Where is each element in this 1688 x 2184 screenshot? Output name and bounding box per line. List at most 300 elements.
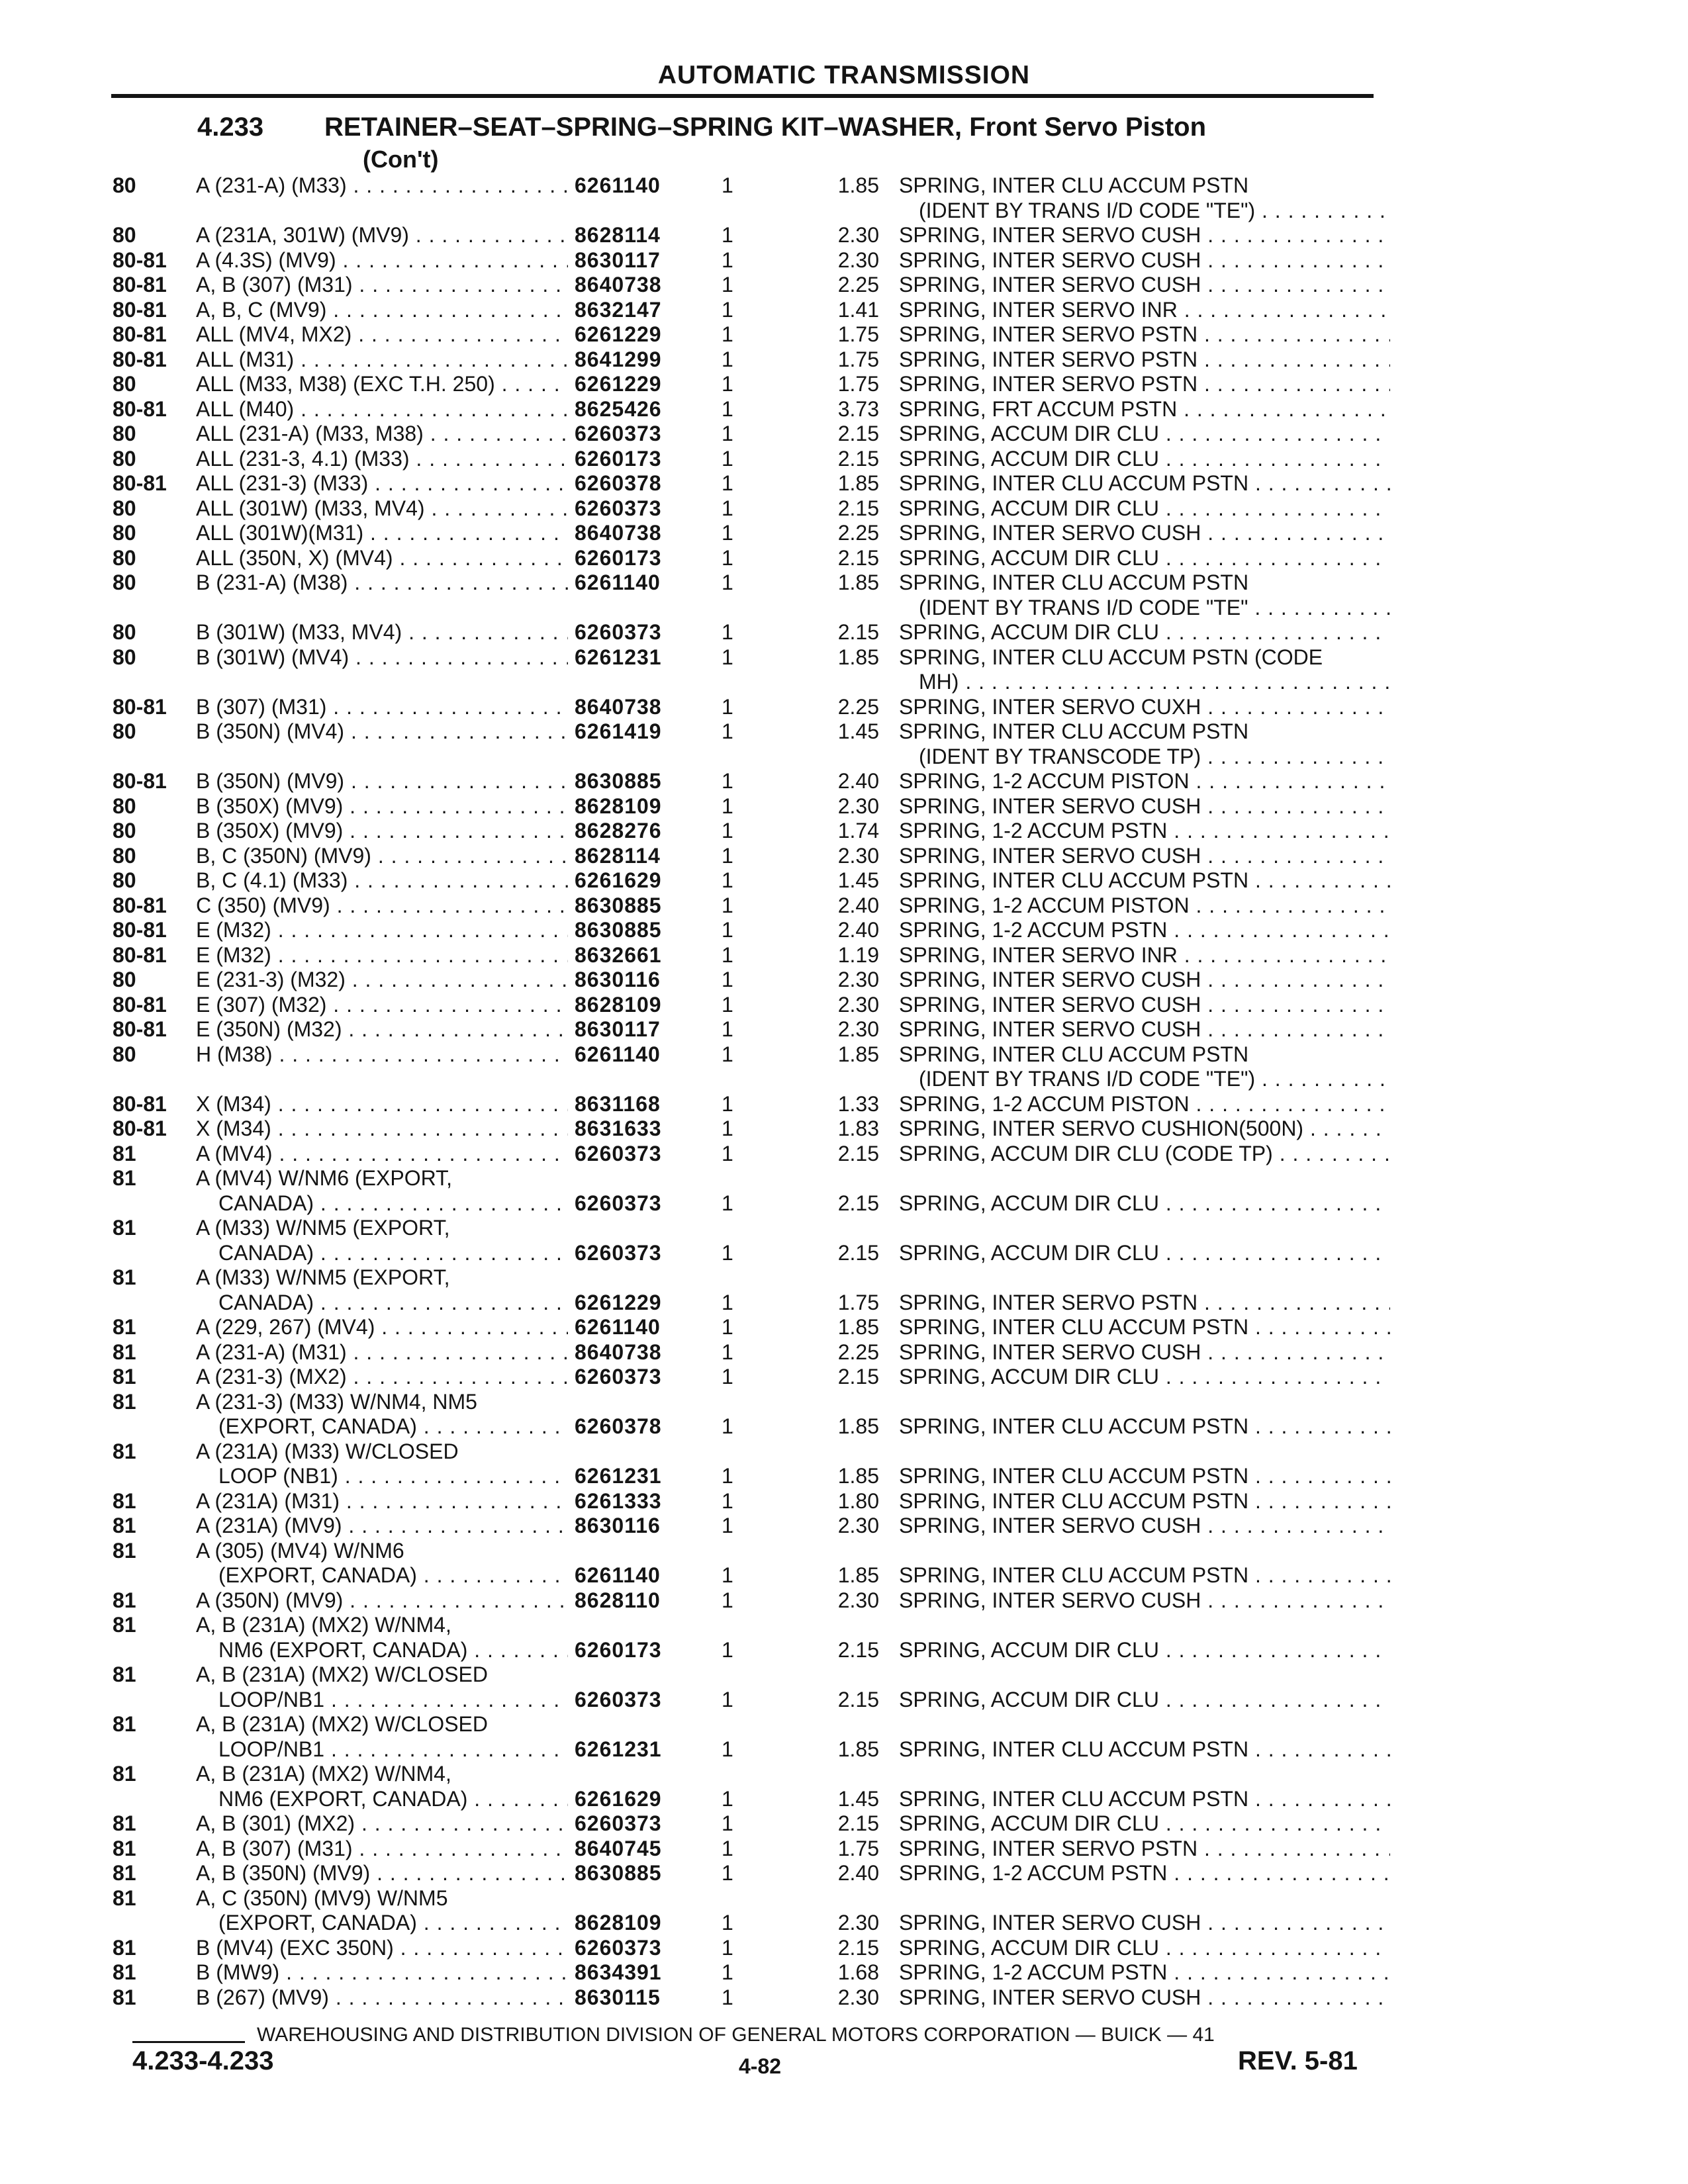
part-description bbox=[899, 1737, 1390, 1762]
model-line: ALL (231-3) (M33) . . . bbox=[196, 471, 568, 496]
model-year: 80-81 bbox=[113, 1091, 167, 1116]
description-line: SPRING, INTER SERVO CUSH . . . bbox=[899, 1985, 1390, 2011]
part-description bbox=[899, 546, 1390, 571]
price: 2.15 bbox=[837, 422, 879, 445]
quantity: 1 bbox=[722, 1464, 733, 1488]
part-number: 6260373 bbox=[575, 620, 662, 644]
model-line: E (M32) . . . bbox=[196, 918, 568, 943]
table-row bbox=[113, 1216, 1390, 1265]
table-row bbox=[113, 1489, 1390, 1514]
description-line: SPRING, INTER SERVO CUSH . . . bbox=[899, 968, 1390, 993]
description-line: SPRING, ACCUM DIR CLU . . . bbox=[899, 496, 1390, 522]
table-row bbox=[113, 1712, 1390, 1762]
model-application bbox=[196, 322, 568, 347]
table-row bbox=[113, 695, 1390, 720]
table-row bbox=[113, 248, 1390, 273]
description-line: SPRING, 1-2 ACCUM PSTN . . . bbox=[899, 918, 1390, 943]
model-application bbox=[196, 719, 568, 745]
quantity: 1 bbox=[722, 719, 733, 743]
model-line: CANADA) . . . bbox=[196, 1291, 568, 1316]
part-description bbox=[899, 1365, 1390, 1390]
model-application bbox=[196, 1539, 568, 1588]
model-application bbox=[196, 794, 568, 819]
part-number: 6261140 bbox=[575, 570, 661, 594]
model-year: 80 bbox=[113, 794, 136, 818]
model-line: X (M34) . . . bbox=[196, 1116, 568, 1142]
part-description bbox=[899, 570, 1390, 620]
description-line: SPRING, 1-2 ACCUM PISTON . . . bbox=[899, 893, 1390, 919]
model-line: LOOP/NB1 . . . bbox=[196, 1688, 568, 1713]
model-line: A (231A) (M31) . . . bbox=[196, 1489, 568, 1514]
table-row bbox=[113, 893, 1390, 919]
table-row bbox=[113, 844, 1390, 869]
table-row bbox=[113, 298, 1390, 323]
table-row bbox=[113, 422, 1390, 447]
model-line: A, B (231A) (MX2) W/CLOSED bbox=[196, 1712, 488, 1736]
price: 2.30 bbox=[837, 843, 879, 868]
part-number: 6261231 bbox=[575, 1737, 662, 1761]
part-description bbox=[899, 1042, 1390, 1092]
model-application bbox=[196, 347, 568, 373]
table-row bbox=[113, 620, 1390, 645]
quantity: 1 bbox=[722, 1414, 733, 1438]
table-row bbox=[113, 1588, 1390, 1614]
model-application bbox=[196, 1017, 568, 1042]
part-description bbox=[899, 868, 1390, 893]
model-line: ALL (231-A) (M33, M38) . . . bbox=[196, 422, 568, 447]
part-description bbox=[899, 1092, 1390, 1117]
part-description bbox=[899, 769, 1390, 794]
model-line: A, B (307) (M31) . . . bbox=[196, 1837, 568, 1862]
model-line: A, B (231A) (MX2) W/CLOSED bbox=[196, 1662, 488, 1686]
description-line: SPRING, ACCUM DIR CLU . . . bbox=[899, 1638, 1390, 1663]
quantity: 1 bbox=[722, 1488, 733, 1513]
model-application bbox=[196, 1315, 568, 1340]
price: 2.30 bbox=[837, 1985, 879, 2009]
model-line: B (350N) (MV9) . . . bbox=[196, 769, 568, 794]
part-description bbox=[899, 719, 1390, 769]
price: 1.33 bbox=[837, 1091, 879, 1116]
table-row bbox=[113, 1340, 1390, 1365]
table-row bbox=[113, 1142, 1390, 1167]
model-line: B (MV4) (EXC 350N) . . . bbox=[196, 1936, 568, 1961]
part-number: 8628276 bbox=[575, 819, 662, 842]
model-line: B (307) (M31) . . . bbox=[196, 695, 568, 720]
part-number: 8640745 bbox=[575, 1836, 662, 1860]
table-row bbox=[113, 769, 1390, 794]
part-description bbox=[899, 1638, 1390, 1663]
part-number: 8631168 bbox=[575, 1091, 661, 1116]
description-line: MH) . . . bbox=[899, 670, 1390, 695]
part-number: 8632147 bbox=[575, 297, 662, 322]
price: 3.73 bbox=[837, 396, 879, 421]
model-application bbox=[196, 1712, 568, 1762]
table-row bbox=[113, 918, 1390, 943]
footer-revision: REV. 5-81 bbox=[1238, 2046, 1358, 2075]
description-line: SPRING, INTER SERVO INR . . . bbox=[899, 943, 1390, 968]
price: 2.25 bbox=[837, 521, 879, 545]
part-number: 8628114 bbox=[575, 223, 661, 247]
model-line: E (307) (M32) . . . bbox=[196, 993, 568, 1018]
model-year: 81 bbox=[113, 1365, 136, 1388]
quantity: 1 bbox=[722, 322, 733, 346]
section-number: 4.233 bbox=[197, 113, 264, 142]
part-description bbox=[899, 943, 1390, 968]
table-row bbox=[113, 1042, 1390, 1092]
part-number: 8628114 bbox=[575, 843, 661, 868]
model-year: 81 bbox=[113, 1712, 136, 1736]
price: 2.15 bbox=[837, 1935, 879, 1960]
description-line: SPRING, 1-2 ACCUM PISTON . . . bbox=[899, 769, 1390, 794]
model-application bbox=[196, 943, 568, 968]
price: 2.15 bbox=[837, 1687, 879, 1711]
footer-division: WAREHOUSING AND DISTRIBUTION DIVISION OF GENERAL MOTORS CORPORATION — BUICK — 41 bbox=[257, 2024, 1215, 2046]
model-application bbox=[196, 248, 568, 273]
part-number: 8630885 bbox=[575, 918, 662, 942]
quantity: 1 bbox=[722, 1514, 733, 1537]
description-line: SPRING, INTER SERVO CUSH . . . bbox=[899, 223, 1390, 248]
model-year: 80 bbox=[113, 645, 136, 669]
description-line: SPRING, INTER CLU ACCUM PSTN . . . bbox=[899, 868, 1390, 893]
description-line: SPRING, INTER CLU ACCUM PSTN bbox=[899, 719, 1249, 743]
quantity: 1 bbox=[722, 819, 733, 842]
description-line: SPRING, INTER SERVO CUSH . . . bbox=[899, 1911, 1390, 1936]
table-row bbox=[113, 546, 1390, 571]
price: 2.15 bbox=[837, 1141, 879, 1165]
price: 2.15 bbox=[837, 545, 879, 570]
description-line: (IDENT BY TRANS I/D CODE "TE") . . . bbox=[899, 1067, 1390, 1092]
model-line: ALL (M40) . . . bbox=[196, 397, 568, 422]
quantity: 1 bbox=[722, 396, 733, 421]
model-line: B (267) (MV9) . . . bbox=[196, 1985, 568, 2011]
price: 2.25 bbox=[837, 1340, 879, 1364]
quantity: 1 bbox=[722, 347, 733, 371]
model-line: B, C (350N) (MV9) . . . bbox=[196, 844, 568, 869]
model-line: CANADA) . . . bbox=[196, 1241, 568, 1266]
model-line: C (350) (MV9) . . . bbox=[196, 893, 568, 919]
model-year: 80-81 bbox=[113, 769, 167, 793]
model-year: 81 bbox=[113, 1935, 136, 1960]
part-description bbox=[899, 1563, 1390, 1588]
quantity: 1 bbox=[722, 794, 733, 818]
quantity: 1 bbox=[722, 1861, 733, 1885]
table-row bbox=[113, 1985, 1390, 2011]
description-line: SPRING, INTER CLU ACCUM PSTN bbox=[899, 570, 1249, 594]
table-row bbox=[113, 1762, 1390, 1811]
part-number: 8634391 bbox=[575, 1960, 662, 1984]
price: 2.30 bbox=[837, 248, 879, 272]
part-number: 8631633 bbox=[575, 1116, 662, 1140]
table-row bbox=[113, 496, 1390, 522]
table-row bbox=[113, 868, 1390, 893]
quantity: 1 bbox=[722, 446, 733, 471]
model-year: 81 bbox=[113, 1662, 136, 1686]
description-line: SPRING, INTER SERVO CUSH . . . bbox=[899, 993, 1390, 1018]
model-application bbox=[196, 447, 568, 472]
part-number: 8630117 bbox=[575, 248, 661, 272]
description-line: SPRING, INTER SERVO PSTN . . . bbox=[899, 372, 1390, 397]
quantity: 1 bbox=[722, 545, 733, 570]
table-row bbox=[113, 447, 1390, 472]
table-row bbox=[113, 794, 1390, 819]
model-year: 80-81 bbox=[113, 297, 167, 322]
model-application bbox=[196, 1985, 568, 2011]
model-year: 80 bbox=[113, 422, 136, 445]
quantity: 1 bbox=[722, 471, 733, 495]
model-year: 80-81 bbox=[113, 347, 167, 371]
price: 2.15 bbox=[837, 446, 879, 471]
part-number: 8630885 bbox=[575, 893, 662, 917]
part-description bbox=[899, 1017, 1390, 1042]
footer-rule bbox=[132, 2041, 245, 2043]
model-application bbox=[196, 819, 568, 844]
table-row bbox=[113, 819, 1390, 844]
footer-reference: 4.233-4.233 bbox=[132, 2046, 274, 2075]
model-line: A (M33) W/NM5 (EXPORT, bbox=[196, 1265, 450, 1289]
part-description bbox=[899, 223, 1390, 248]
part-description bbox=[899, 620, 1390, 645]
part-description bbox=[899, 521, 1390, 546]
model-year: 81 bbox=[113, 1315, 136, 1339]
quantity: 1 bbox=[722, 769, 733, 793]
model-line: (EXPORT, CANADA) . . . bbox=[196, 1563, 568, 1588]
price: 1.85 bbox=[837, 645, 879, 669]
table-row bbox=[113, 372, 1390, 397]
part-number: 6260373 bbox=[575, 1811, 662, 1835]
model-line: B (350N) (MV4) . . . bbox=[196, 719, 568, 745]
header-rule bbox=[111, 94, 1374, 98]
model-line: A, B (231A) (MX2) W/NM4, bbox=[196, 1762, 451, 1786]
model-line: ALL (350N, X) (MV4) . . . bbox=[196, 546, 568, 571]
model-year: 80 bbox=[113, 496, 136, 520]
table-row bbox=[113, 347, 1390, 373]
model-application bbox=[196, 1861, 568, 1886]
table-row bbox=[113, 397, 1390, 422]
table-row bbox=[113, 223, 1390, 248]
part-description bbox=[899, 1489, 1390, 1514]
description-line: SPRING, INTER CLU ACCUM PSTN . . . bbox=[899, 1489, 1390, 1514]
description-line: SPRING, ACCUM DIR CLU . . . bbox=[899, 1191, 1390, 1216]
description-line: SPRING, 1-2 ACCUM PSTN . . . bbox=[899, 1861, 1390, 1886]
part-number: 6260373 bbox=[575, 1141, 662, 1165]
price: 2.15 bbox=[837, 1365, 879, 1388]
quantity: 1 bbox=[722, 1315, 733, 1339]
table-row bbox=[113, 1613, 1390, 1662]
model-year: 80 bbox=[113, 1042, 136, 1066]
part-description bbox=[899, 844, 1390, 869]
part-number: 6261629 bbox=[575, 868, 662, 892]
quantity: 1 bbox=[722, 273, 733, 296]
part-number: 6260373 bbox=[575, 1191, 662, 1215]
model-year: 80 bbox=[113, 620, 136, 644]
description-line: SPRING, ACCUM DIR CLU (CODE TP) . . . bbox=[899, 1142, 1390, 1167]
table-row bbox=[113, 1811, 1390, 1837]
price: 1.75 bbox=[837, 347, 879, 371]
price: 2.30 bbox=[837, 968, 879, 991]
part-number: 6261419 bbox=[575, 719, 662, 743]
part-number: 6260173 bbox=[575, 1637, 662, 1662]
price: 2.40 bbox=[837, 769, 879, 793]
parts-list bbox=[113, 173, 1390, 2010]
model-line: ALL (MV4, MX2) . . . bbox=[196, 322, 568, 347]
model-application bbox=[196, 1166, 568, 1216]
model-year: 80 bbox=[113, 372, 136, 396]
part-number: 6261140 bbox=[575, 1315, 661, 1339]
price: 1.45 bbox=[837, 719, 879, 743]
model-year: 80 bbox=[113, 521, 136, 545]
model-line: ALL (M33, M38) (EXC T.H. 250) . . . bbox=[196, 372, 568, 397]
part-number: 6261229 bbox=[575, 372, 662, 396]
model-line: ALL (231-3, 4.1) (M33) . . . bbox=[196, 447, 568, 472]
table-row bbox=[113, 322, 1390, 347]
part-description bbox=[899, 645, 1390, 695]
quantity: 1 bbox=[722, 248, 733, 272]
part-description bbox=[899, 1688, 1390, 1713]
part-description bbox=[899, 1315, 1390, 1340]
model-year: 80 bbox=[113, 843, 136, 868]
part-number: 6260173 bbox=[575, 545, 662, 570]
part-number: 6261231 bbox=[575, 1464, 662, 1488]
model-line: A, B (301) (MX2) . . . bbox=[196, 1811, 568, 1837]
table-row bbox=[113, 1017, 1390, 1042]
model-application bbox=[196, 372, 568, 397]
part-number: 6261140 bbox=[575, 1042, 661, 1066]
model-application bbox=[196, 1613, 568, 1662]
price: 2.15 bbox=[837, 1637, 879, 1662]
price: 2.40 bbox=[837, 1861, 879, 1885]
quantity: 1 bbox=[722, 1340, 733, 1364]
model-line: A (M33) W/NM5 (EXPORT, bbox=[196, 1216, 450, 1240]
price: 2.15 bbox=[837, 496, 879, 520]
part-description bbox=[899, 794, 1390, 819]
price: 1.85 bbox=[837, 1042, 879, 1066]
model-year: 80-81 bbox=[113, 893, 167, 917]
table-row bbox=[113, 645, 1390, 695]
part-description bbox=[899, 298, 1390, 323]
model-line: A, C (350N) (MV9) W/NM5 bbox=[196, 1886, 448, 1910]
model-line: B (231-A) (M38) . . . bbox=[196, 570, 568, 596]
part-description bbox=[899, 496, 1390, 522]
model-line: (EXPORT, CANADA) . . . bbox=[196, 1414, 568, 1439]
model-line: B (MW9) . . . bbox=[196, 1960, 568, 1985]
part-number: 6261231 bbox=[575, 645, 662, 669]
model-line: A, B (350N) (MV9) . . . bbox=[196, 1861, 568, 1886]
part-number: 6261229 bbox=[575, 322, 662, 346]
part-number: 6260373 bbox=[575, 422, 662, 445]
table-row bbox=[113, 1116, 1390, 1142]
model-line: H (M38) . . . bbox=[196, 1042, 568, 1068]
footer-page-number: 4-82 bbox=[739, 2054, 782, 2078]
quantity: 1 bbox=[722, 496, 733, 520]
part-number: 8640738 bbox=[575, 273, 662, 296]
quantity: 1 bbox=[722, 1935, 733, 1960]
table-row bbox=[113, 1265, 1390, 1315]
quantity: 1 bbox=[722, 223, 733, 247]
model-application bbox=[196, 1514, 568, 1539]
model-application bbox=[196, 298, 568, 323]
price: 2.15 bbox=[837, 1811, 879, 1835]
quantity: 1 bbox=[722, 1563, 733, 1587]
price: 1.74 bbox=[837, 819, 879, 842]
price: 2.30 bbox=[837, 1588, 879, 1612]
part-number: 8625426 bbox=[575, 396, 662, 421]
part-description bbox=[899, 968, 1390, 993]
part-number: 8628110 bbox=[575, 1588, 661, 1612]
model-application bbox=[196, 620, 568, 645]
model-application bbox=[196, 1811, 568, 1837]
price: 1.75 bbox=[837, 322, 879, 346]
model-year: 81 bbox=[113, 1762, 136, 1786]
part-description bbox=[899, 173, 1390, 223]
price: 1.45 bbox=[837, 868, 879, 892]
description-line: (IDENT BY TRANS I/D CODE "TE") . . . bbox=[899, 199, 1390, 224]
part-description bbox=[899, 1291, 1390, 1316]
description-line: SPRING, ACCUM DIR CLU . . . bbox=[899, 620, 1390, 645]
model-line: A (231-A) (M33) . . . bbox=[196, 173, 568, 199]
price: 2.25 bbox=[837, 273, 879, 296]
model-year: 80-81 bbox=[113, 942, 167, 967]
part-number: 8628109 bbox=[575, 1911, 662, 1934]
price: 1.45 bbox=[837, 1786, 879, 1811]
model-year: 81 bbox=[113, 1265, 136, 1289]
description-line: SPRING, INTER CLU ACCUM PSTN . . . bbox=[899, 471, 1390, 496]
part-description bbox=[899, 819, 1390, 844]
part-description bbox=[899, 893, 1390, 919]
part-number: 6260378 bbox=[575, 471, 662, 495]
table-row bbox=[113, 1315, 1390, 1340]
part-number: 6260373 bbox=[575, 1687, 662, 1711]
model-line: A (MV4) . . . bbox=[196, 1142, 568, 1167]
table-row bbox=[113, 1514, 1390, 1539]
part-number: 6260373 bbox=[575, 496, 662, 520]
description-line: SPRING, INTER SERVO PSTN . . . bbox=[899, 1291, 1390, 1316]
model-line: A (231A) (MV9) . . . bbox=[196, 1514, 568, 1539]
price: 1.80 bbox=[837, 1488, 879, 1513]
model-application bbox=[196, 422, 568, 447]
description-line: SPRING, INTER CLU ACCUM PSTN (CODE bbox=[899, 645, 1323, 669]
quantity: 1 bbox=[722, 1836, 733, 1860]
table-row bbox=[113, 968, 1390, 993]
model-application bbox=[196, 521, 568, 546]
price: 2.30 bbox=[837, 794, 879, 818]
price: 1.83 bbox=[837, 1116, 879, 1140]
section-title: RETAINER–SEAT–SPRING–SPRING KIT–WASHER, Front Servo Piston bbox=[324, 113, 1207, 142]
description-line: SPRING, INTER SERVO CUXH . . . bbox=[899, 695, 1390, 720]
model-application bbox=[196, 1340, 568, 1365]
table-row bbox=[113, 1539, 1390, 1588]
part-description bbox=[899, 1414, 1390, 1439]
description-line: SPRING, ACCUM DIR CLU . . . bbox=[899, 422, 1390, 447]
model-year: 80 bbox=[113, 173, 136, 197]
table-row bbox=[113, 1092, 1390, 1117]
price: 1.85 bbox=[837, 570, 879, 594]
quantity: 1 bbox=[722, 1786, 733, 1811]
part-description bbox=[899, 918, 1390, 943]
quantity: 1 bbox=[722, 1960, 733, 1984]
table-row bbox=[113, 1390, 1390, 1439]
description-line: SPRING, INTER SERVO CUSH . . . bbox=[899, 273, 1390, 298]
table-row bbox=[113, 471, 1390, 496]
quantity: 1 bbox=[722, 422, 733, 445]
model-application bbox=[196, 1390, 568, 1439]
price: 2.15 bbox=[837, 1191, 879, 1215]
table-row bbox=[113, 719, 1390, 769]
model-year: 80-81 bbox=[113, 1017, 167, 1041]
model-year: 81 bbox=[113, 1836, 136, 1860]
part-description bbox=[899, 372, 1390, 397]
model-line: B (350X) (MV9) . . . bbox=[196, 819, 568, 844]
part-number: 8630885 bbox=[575, 1861, 662, 1885]
